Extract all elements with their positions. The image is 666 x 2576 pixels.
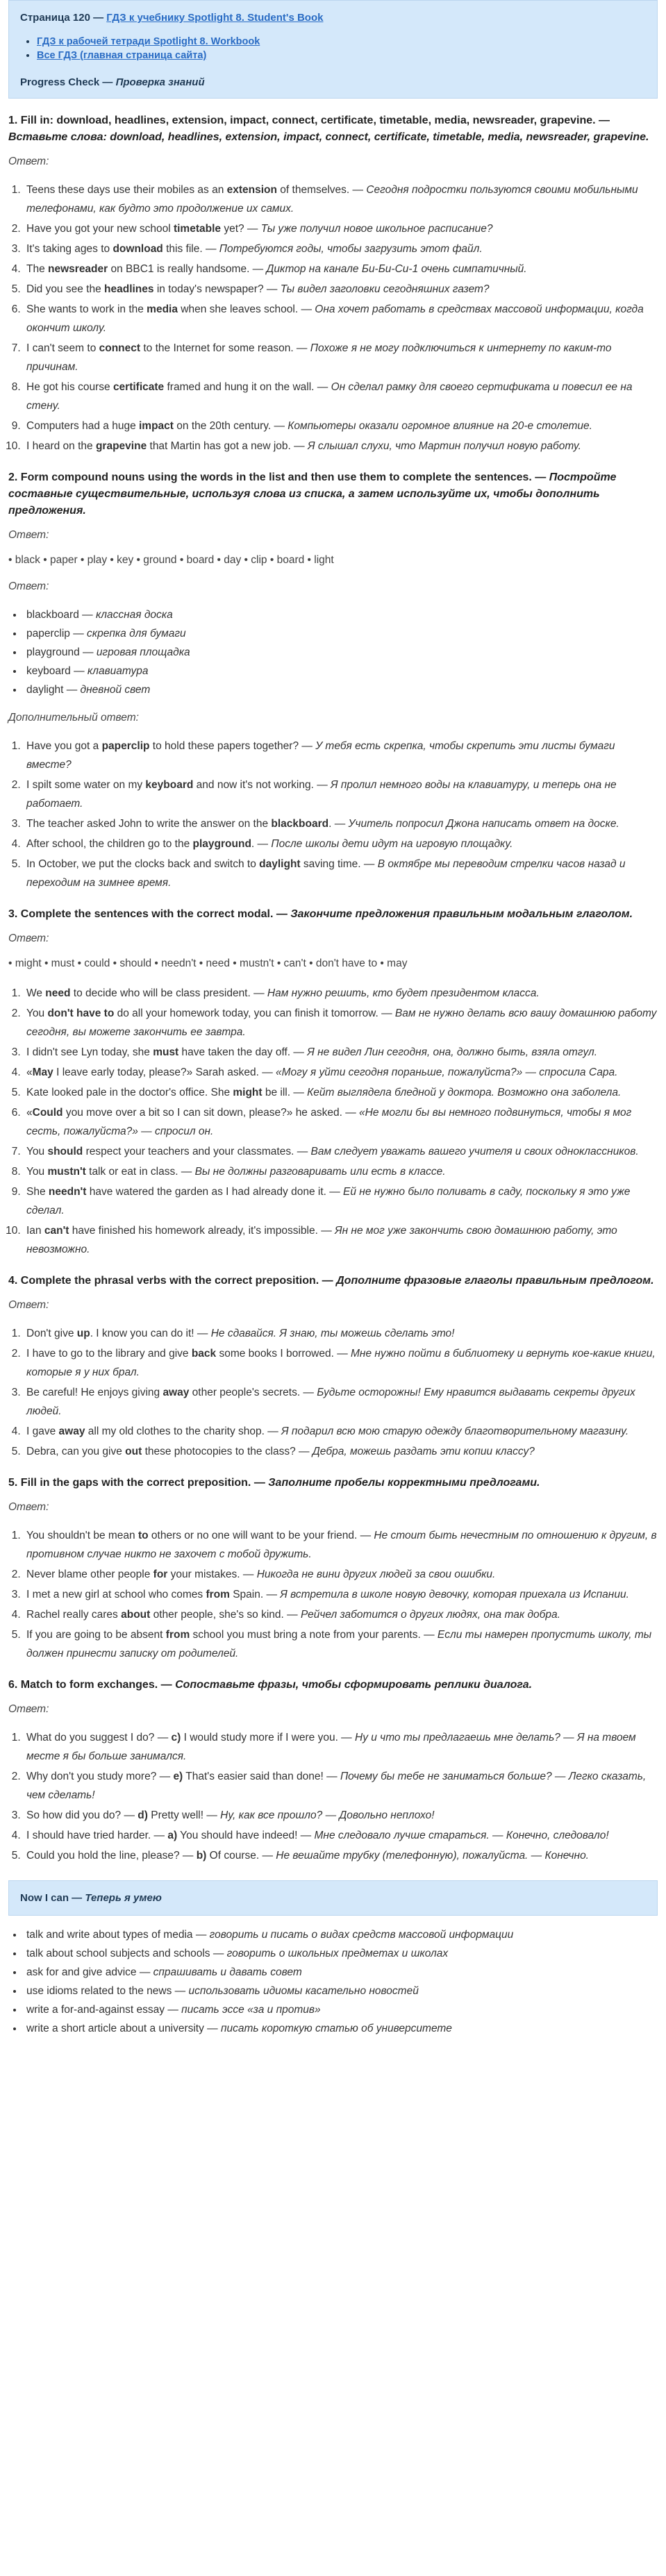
item-text-en: some books I borrowed. — xyxy=(216,1348,351,1360)
item-answer: back xyxy=(191,1348,217,1360)
item-text-en: write a short article about a university — xyxy=(26,2023,221,2034)
item-answer: away xyxy=(163,1387,190,1398)
exercise-3-answers xyxy=(8,984,658,1259)
item-text-en: Of course. — xyxy=(206,1850,276,1862)
item-text-en: on the 20th century. — xyxy=(173,420,288,432)
page-heading: Страница 120 — ГДЗ к учебнику Spotlight 8. Student's Book xyxy=(20,12,324,24)
item-text-en: do all your homework today, you can finish it tomorrow. — xyxy=(114,1007,395,1019)
list-item xyxy=(24,1944,658,1963)
item-text-en: Teens these days use their mobiles as an xyxy=(26,184,227,196)
item-text-en: You xyxy=(26,1166,48,1178)
item-text-en: You should have indeed! — xyxy=(177,1830,315,1841)
item-translation: Компьютеры оказали огромное влияние на 20-е столетие. xyxy=(288,420,592,432)
item-text-en: Computers had a huge xyxy=(26,420,139,432)
item-text-en: Spain. — xyxy=(229,1589,281,1600)
list-item xyxy=(24,219,658,238)
list-item xyxy=(24,1043,658,1062)
item-translation: говорить и писать о видах средств массовой информации xyxy=(209,1929,514,1941)
exercise-5-answers xyxy=(8,1526,658,1663)
item-text-en: I can't seem to xyxy=(26,342,99,354)
item-translation: Похоже я не могу подключиться к интернету по каким-то причинам. xyxy=(26,342,612,373)
item-text-en: Don't give xyxy=(26,1328,77,1339)
header-link-item xyxy=(37,50,646,61)
item-text-en: He got his course xyxy=(26,381,113,393)
item-translation: Вам не нужно делать всю вашу домашнюю работу сегодня, вы можете закончить ее завтра. xyxy=(26,1007,657,1038)
item-text-en: The teacher asked John to write the answer on the xyxy=(26,818,272,830)
list-item xyxy=(24,1625,658,1663)
item-text-en: It's taking ages to xyxy=(26,243,113,255)
item-answer: Could xyxy=(32,1107,63,1119)
item-translation: Вы не должны разговаривать или есть в классе. xyxy=(194,1166,446,1178)
list-item xyxy=(24,643,658,662)
list-item xyxy=(24,2019,658,2038)
answer-label: Ответ: xyxy=(8,529,49,541)
item-text-en: What do you suggest I do? — xyxy=(26,1732,172,1743)
item-text-en: The xyxy=(26,263,49,275)
item-text-en: I heard on the xyxy=(26,440,96,452)
item-text-en: Pretty well! — xyxy=(147,1809,221,1821)
item-translation: В октябре мы переводим стрелки часов назад и переходим на зимнее время. xyxy=(26,858,626,889)
item-text-en: I met a new girl at school who comes xyxy=(26,1589,206,1600)
item-answer: newsreader xyxy=(48,263,108,275)
item-text-en: other people, she's so kind. — xyxy=(150,1609,301,1621)
item-answer: needn't xyxy=(48,1186,87,1198)
item-text-en: talk about school subjects and schools — xyxy=(26,1948,227,1959)
list-item xyxy=(24,1103,658,1141)
item-text-en: use idioms related to the news — xyxy=(26,1985,189,1997)
list-item xyxy=(24,1063,658,1082)
item-text-en: Ian xyxy=(26,1225,44,1237)
item-answer: paperclip xyxy=(101,740,150,752)
item-answer: don't have to xyxy=(47,1007,115,1019)
item-text-en: school you must bring a note from your parents. — xyxy=(190,1629,438,1641)
item-answer: from xyxy=(165,1629,190,1641)
item-text-en: to hold these papers together? — xyxy=(149,740,316,752)
item-answer: a) xyxy=(167,1830,178,1841)
list-item xyxy=(24,1963,658,1982)
item-translation: Почему бы тебе не заниматься больше? — Легко сказать, чем сделать! xyxy=(26,1771,647,1801)
item-text-en: Never blame other people xyxy=(26,1569,153,1580)
item-text-en: Have you got a xyxy=(26,740,102,752)
item-translation: дневной свет xyxy=(80,684,151,696)
now-i-can-title: Now I can — Теперь я умею xyxy=(20,1892,162,1904)
item-answer: might xyxy=(233,1087,263,1098)
item-translation: Ян не мог уже закончить свою домашнюю работу, это невозможно. xyxy=(26,1225,617,1255)
item-text-en: write a for-and-against essay — xyxy=(26,2004,182,2016)
item-text-en: and now it's not working. — xyxy=(193,779,331,791)
item-answer: extension xyxy=(226,184,277,196)
list-item xyxy=(24,835,658,853)
item-answer: May xyxy=(32,1067,53,1078)
header-links xyxy=(20,36,646,61)
item-answer: daylight xyxy=(259,858,301,870)
item-answer: timetable xyxy=(173,223,222,235)
item-translation: Сегодня подростки пользуются своими мобильными телефонами, как будто это продолжение их самих. xyxy=(26,184,638,215)
list-item xyxy=(24,260,658,278)
item-translation: писать короткую статью об университете xyxy=(220,2023,452,2034)
extra-answer-label: Дополнительный ответ: xyxy=(8,712,139,724)
item-text-en: to decide who will be class president. — xyxy=(70,987,267,999)
item-answer: playground xyxy=(192,838,251,850)
exercise-4-task: 4. Complete the phrasal verbs with the correct preposition. — Дополните фразовые глаголы правильным предлогом. xyxy=(8,1275,654,1287)
item-translation: Не сдавайся. Я знаю, ты можешь сделать это! xyxy=(210,1328,455,1339)
item-text-en: have finished his homework already, it's impossible. — xyxy=(69,1225,335,1237)
item-text-en: I should have tried harder. — xyxy=(26,1830,168,1841)
item-text-en: So how did you do? — xyxy=(26,1809,138,1821)
item-translation: классная доска xyxy=(95,609,173,621)
item-answer: must xyxy=(153,1046,179,1058)
list-item xyxy=(24,1142,658,1161)
item-text-en: I leave early today, please?» Sarah asked. — xyxy=(53,1067,276,1078)
list-item xyxy=(24,2000,658,2019)
item-answer: should xyxy=(47,1146,83,1157)
item-text-en: I didn't see Lyn today, she xyxy=(26,1046,153,1058)
item-translation: Потребуются годы, чтобы загрузить этот файл. xyxy=(219,243,483,255)
exercise-1-task: 1. Fill in: download, headlines, extension, impact, connect, certificate, timetable, media, newsreader, grapevine. — Вставьте слова: download, headlines, extension, impact, connect, certificate, timetable, media, newsreader, grapevine. xyxy=(8,115,649,143)
item-text-en: of themselves. — xyxy=(277,184,367,196)
list-item xyxy=(24,437,658,455)
answer-label: Ответ: xyxy=(8,156,49,167)
item-text-en: other people's secrets. — xyxy=(189,1387,317,1398)
item-answer: up xyxy=(76,1328,90,1339)
item-text-en: . — xyxy=(328,818,349,830)
item-answer: b) xyxy=(196,1850,207,1862)
item-answer: keyboard xyxy=(145,779,194,791)
item-translation: Мне следовало лучше стараться. — Конечно, следовало! xyxy=(314,1830,609,1841)
list-item xyxy=(24,1806,658,1825)
item-text-en: Rachel really cares xyxy=(26,1609,122,1621)
list-item xyxy=(24,378,658,415)
item-translation: Я подарил всю мою старую одежду благотворительному магазину. xyxy=(281,1425,629,1437)
list-item xyxy=(24,280,658,299)
item-answer: impact xyxy=(139,420,174,432)
item-text-en: yet? — xyxy=(221,223,261,235)
item-text-en: Why don't you study more? — xyxy=(26,1771,174,1782)
item-text-en: Kate looked pale in the doctor's office. She xyxy=(26,1087,233,1098)
item-answer: e) xyxy=(173,1771,183,1782)
item-text-en: I would study more if I were you. — xyxy=(181,1732,355,1743)
header-link-item xyxy=(37,36,646,47)
item-text-en: You shouldn't be mean xyxy=(26,1530,138,1541)
compound-nouns-list xyxy=(8,605,658,699)
exercise-4-answers xyxy=(8,1324,658,1461)
list-item xyxy=(24,1982,658,2000)
item-answer: out xyxy=(125,1446,142,1457)
list-item xyxy=(24,1383,658,1421)
answer-label: Ответ: xyxy=(8,932,49,944)
list-item xyxy=(24,1728,658,1766)
item-text-en: framed and hung it on the wall. — xyxy=(164,381,331,393)
header-info-box xyxy=(8,0,658,99)
exercise-2-answers xyxy=(8,737,658,892)
list-item xyxy=(24,1846,658,1865)
item-translation: скрепка для бумаги xyxy=(87,628,186,639)
item-text-en: your mistakes. — xyxy=(167,1569,257,1580)
item-text-en: daylight — xyxy=(26,684,81,696)
item-text-en: That's easier said than done! — xyxy=(183,1771,340,1782)
item-text-en: paperclip — xyxy=(26,628,88,639)
item-answer: mustn't xyxy=(47,1166,86,1178)
item-translation: говорить о школьных предметах и школах xyxy=(226,1948,449,1959)
answer-label: Ответ: xyxy=(8,1703,49,1715)
now-i-can-box xyxy=(8,1880,658,1916)
item-translation: «Могу я уйти сегодня пораньше, пожалуйста?» — спросила Сара. xyxy=(276,1067,618,1078)
item-text-en: I gave xyxy=(26,1425,59,1437)
item-translation: Я слышал слухи, что Мартин получил новую работу. xyxy=(307,440,581,452)
item-translation: писать эссе «за и против» xyxy=(181,2004,321,2016)
item-answer: to xyxy=(138,1530,149,1541)
item-translation: Ты уже получил новое школьное расписание? xyxy=(260,223,493,235)
item-text-en: She wants to work in the xyxy=(26,303,147,315)
list-item xyxy=(24,181,658,218)
item-translation: Не вешайте трубку (телефонную), пожалуйста. — Конечно. xyxy=(276,1850,589,1862)
item-text-en: to the Internet for some reason. — xyxy=(140,342,310,354)
item-answer: need xyxy=(45,987,71,999)
item-text-en: on BBC1 is really handsome. — xyxy=(108,263,267,275)
item-text-en: all my old clothes to the charity shop. — xyxy=(85,1425,282,1437)
exercise-2-task: 2. Form compound nouns using the words in the list and then use them to complete the sentences. — Постройте составные существительные, используя слова из списка, а затем используйте их, чтобы дополнить предложения. xyxy=(8,471,617,517)
answer-label: Ответ: xyxy=(8,580,49,592)
item-text-en: We xyxy=(26,987,46,999)
list-item xyxy=(24,662,658,680)
item-text-en: In October, we put the clocks back and switch to xyxy=(26,858,260,870)
list-item xyxy=(24,624,658,643)
student-book-link[interactable]: ГДЗ к учебнику Spotlight 8. Student's Book xyxy=(106,12,324,24)
item-text-en: talk or eat in class. — xyxy=(85,1166,195,1178)
item-answer: headlines xyxy=(104,283,154,295)
item-answer: about xyxy=(121,1609,151,1621)
item-answer: connect xyxy=(99,342,141,354)
exercise-6-task: 6. Match to form exchanges. — Сопоставьте фразы, чтобы сформировать реплики диалога. xyxy=(8,1679,533,1691)
item-translation: Диктор на канале Би-Би-Си-1 очень симпатичный. xyxy=(266,263,527,275)
item-translation: Дебра, можешь раздать эти копии классу? xyxy=(312,1446,535,1457)
item-translation: Если ты намерен пропустить школу, ты должен принести записку от родителей. xyxy=(26,1629,652,1659)
list-item xyxy=(24,1221,658,1259)
item-text-en: in today's newspaper? — xyxy=(153,283,281,295)
item-text-en: . I know you can do it! — xyxy=(90,1328,211,1339)
item-text-en: have taken the day off. — xyxy=(178,1046,308,1058)
item-text-en: have watered the garden as I had already done it. — xyxy=(86,1186,344,1198)
list-item xyxy=(24,984,658,1003)
item-text-en: Debra, can you give xyxy=(26,1446,126,1457)
item-text-en: talk and write about types of media — xyxy=(26,1929,210,1941)
item-translation: использовать идиомы касательно новостей xyxy=(188,1985,419,1997)
item-answer: for xyxy=(153,1569,168,1580)
item-answer: from xyxy=(206,1589,230,1600)
item-text-en: I have to go to the library and give xyxy=(26,1348,192,1360)
item-translation: Ну и что ты предлагаешь мне делать? — Я на твоем месте я бы больше занимался. xyxy=(26,1732,636,1762)
item-text-en: ask for and give advice — xyxy=(26,1966,153,1978)
item-translation: игровая площадка xyxy=(96,646,190,658)
item-translation: Кейт выглядела бледной у доктора. Возможно она заболела. xyxy=(307,1087,622,1098)
item-translation: Ты видел заголовки сегодняшних газет? xyxy=(280,283,490,295)
item-translation: Он сделал рамку для своего сертификата и повесил ее на стену. xyxy=(26,381,633,412)
list-item xyxy=(24,1826,658,1845)
item-translation: Вам следует уважать вашего учителя и своих одноклассников. xyxy=(310,1146,639,1157)
answer-label: Ответ: xyxy=(8,1299,49,1311)
item-answer: grapevine xyxy=(95,440,147,452)
item-text-en: If you are going to be absent xyxy=(26,1629,166,1641)
item-text-en: these photocopies to the class? — xyxy=(142,1446,313,1457)
item-answer: c) xyxy=(171,1732,181,1743)
item-text-en: when she leaves school. — xyxy=(177,303,315,315)
item-answer: d) xyxy=(138,1809,148,1821)
list-item xyxy=(24,1004,658,1042)
item-translation: Учитель попросил Джона написать ответ на доске. xyxy=(348,818,619,830)
item-translation: Она хочет работать в средствах массовой информации, когда окончит школу. xyxy=(26,303,644,334)
now-i-can-list xyxy=(8,1925,658,2038)
list-item xyxy=(24,1565,658,1584)
item-translation: клавиатура xyxy=(87,665,149,677)
item-translation: Рейчел заботится о других людях, она так добра. xyxy=(300,1609,560,1621)
item-text-en: « xyxy=(26,1067,33,1078)
item-translation: У тебя есть скрепка, чтобы скрепить эти листы бумаги вместе? xyxy=(26,740,615,771)
item-translation: Будьте осторожны! Ему нравится выдавать секреты других людей. xyxy=(26,1387,635,1417)
list-item xyxy=(24,776,658,813)
item-translation: Никогда не вини других людей за свои ошибки. xyxy=(256,1569,496,1580)
list-item xyxy=(24,1344,658,1382)
list-item xyxy=(24,1083,658,1102)
item-answer: certificate xyxy=(113,381,165,393)
list-item xyxy=(24,605,658,624)
item-translation: Не стоит быть нечестным по отношению к другим, в противном случае никто не захочет с тобой дружить. xyxy=(26,1530,657,1560)
item-translation: Нам нужно решить, кто будет президентом класса. xyxy=(267,987,540,999)
item-answer: away xyxy=(58,1425,85,1437)
list-item xyxy=(24,1605,658,1624)
item-translation: «Не могли бы вы немного подвинуться, чтобы я мог сесть, пожалуйста?» — спросил он. xyxy=(26,1107,632,1137)
item-text-en: Could you hold the line, please? — xyxy=(26,1850,197,1862)
list-item xyxy=(24,1585,658,1604)
item-translation: Я не видел Лин сегодня, она, должно быть, взяла отгул. xyxy=(307,1046,598,1058)
item-text-en: Have you got your new school xyxy=(26,223,174,235)
item-translation: Мне нужно пойти в библиотеку и вернуть кое-какие книги, которые я у них брал. xyxy=(26,1348,656,1378)
list-item xyxy=(24,300,658,337)
list-item xyxy=(24,1182,658,1220)
item-translation: После школы дети идут на игровую площадку. xyxy=(271,838,513,850)
list-item xyxy=(24,1526,658,1564)
list-item xyxy=(24,1925,658,1944)
item-text-en: You xyxy=(26,1007,48,1019)
exercise-3-task: 3. Complete the sentences with the correct modal. — Закончите предложения правильным модальным глаголом. xyxy=(8,908,633,920)
item-text-en: playground — xyxy=(26,646,97,658)
list-item xyxy=(24,417,658,435)
list-item xyxy=(24,1324,658,1343)
item-text-en: saving time. — xyxy=(300,858,378,870)
workbook-link[interactable]: ГДЗ к рабочей тетради Spotlight 8. Workbook xyxy=(37,36,260,47)
item-text-en: others or no one will want to be your friend. — xyxy=(148,1530,374,1541)
item-text-en: keyboard — xyxy=(26,665,88,677)
list-item xyxy=(24,855,658,892)
item-text-en: I spilt some water on my xyxy=(26,779,146,791)
item-text-en: You xyxy=(26,1146,48,1157)
item-text-en: blackboard — xyxy=(26,609,96,621)
item-translation: Я встретила в школе новую девочку, которая приехала из Испании. xyxy=(280,1589,629,1600)
list-item xyxy=(24,680,658,699)
list-item xyxy=(24,339,658,376)
exercise-6-answers xyxy=(8,1728,658,1865)
exercise-5-task: 5. Fill in the gaps with the correct preposition. — Заполните пробелы корректными предлогами. xyxy=(8,1477,540,1489)
item-text-en: Did you see the xyxy=(26,283,105,295)
word-list: • might • must • could • should • needn't • need • mustn't • can't • don't have to • may xyxy=(8,957,408,969)
item-translation: спрашивать и давать совет xyxy=(153,1966,302,1978)
item-text-en: . — xyxy=(251,838,272,850)
list-item xyxy=(24,1767,658,1805)
item-text-en: you move over a bit so I can sit down, please?» he asked. — xyxy=(63,1107,360,1119)
list-item xyxy=(24,240,658,258)
item-translation: Ей не нужно было поливать в саду, поскольку я это уже сделал. xyxy=(26,1186,631,1216)
list-item xyxy=(24,1442,658,1461)
list-item xyxy=(24,814,658,833)
item-translation: Я пролил немного воды на клавиатуру, и теперь она не работает. xyxy=(26,779,617,810)
list-item xyxy=(24,737,658,774)
item-text-en: Be careful! He enjoys giving xyxy=(26,1387,163,1398)
item-translation: Ну, как все прошло? — Довольно неплохо! xyxy=(220,1809,435,1821)
item-text-en: She xyxy=(26,1186,49,1198)
answer-label: Ответ: xyxy=(8,1501,49,1513)
item-answer: download xyxy=(113,243,163,255)
item-text-en: be ill. — xyxy=(262,1087,308,1098)
item-text-en: After school, the children go to the xyxy=(26,838,193,850)
item-text-en: that Martin has got a new job. — xyxy=(147,440,308,452)
list-item xyxy=(24,1162,658,1181)
item-text-en: this file. — xyxy=(163,243,219,255)
page-content xyxy=(8,0,658,2038)
item-text-en: « xyxy=(26,1107,33,1119)
exercise-1-answers xyxy=(8,181,658,455)
item-answer: blackboard xyxy=(271,818,329,830)
item-answer: media xyxy=(147,303,178,315)
progress-check-title: Progress Check — Проверка знаний xyxy=(20,76,205,88)
all-gdz-link[interactable]: Все ГДЗ (главная страница сайта) xyxy=(37,50,207,61)
word-list: • black • paper • play • key • ground • board • day • clip • board • light xyxy=(8,554,334,566)
list-item xyxy=(24,1422,658,1441)
item-answer: can't xyxy=(44,1225,69,1237)
item-text-en: respect your teachers and your classmates. — xyxy=(83,1146,311,1157)
